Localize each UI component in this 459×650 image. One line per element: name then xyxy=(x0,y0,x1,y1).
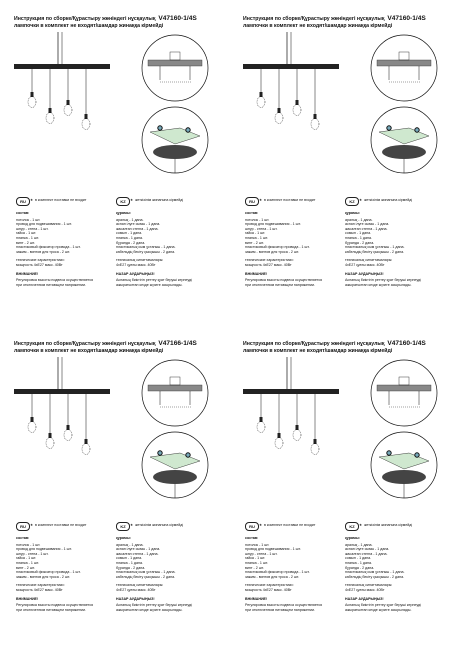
list-item: при отключенном питающем напряжении. xyxy=(245,282,316,287)
contents-list xyxy=(16,543,118,580)
lamp-drawing xyxy=(243,357,339,455)
specs-heading: технические характеристики: xyxy=(16,583,65,588)
list-item: потолок - 1 шт. xyxy=(16,542,41,547)
title-text: Инструкция по сборке/Құрастыру жөніндегі нұсқаулық xyxy=(14,341,156,347)
sheet-title xyxy=(14,341,224,347)
contents-ru xyxy=(16,536,118,612)
model-number: V47160-1/4S xyxy=(387,340,426,347)
instruction-sheet xyxy=(229,0,458,325)
list-item: жасалған стенга - 1 дана. xyxy=(345,551,388,556)
legend-row xyxy=(245,522,450,530)
contents-heading: состав: xyxy=(16,211,30,215)
specs-heading: техникалық сипаттамалары: xyxy=(116,258,164,263)
specs-value: 4xE27 қуаты макс. 40Вт xyxy=(345,587,385,592)
star-icon: ★ xyxy=(359,523,363,527)
contents-heading: құрамы: xyxy=(116,536,131,540)
list-item: кабельдің бекіту қысқышы - 2 дана. xyxy=(116,249,176,254)
specs-value: мощность 4xE27 макс. 40Вт xyxy=(16,587,63,592)
list-item: бұранда - 2 дана. xyxy=(116,565,146,570)
instruction-sheet xyxy=(0,325,229,650)
specs-value: мощность 4xE27 макс. 40Вт xyxy=(245,587,292,592)
warning-heading: НАЗАР АУДАРЫҢЫЗ! xyxy=(116,596,155,601)
star-icon: ★ xyxy=(130,198,134,202)
contents-list xyxy=(345,543,447,580)
warning-text xyxy=(345,603,447,612)
specs-heading: технические характеристики: xyxy=(245,583,294,588)
kz-badge: KZ xyxy=(116,197,130,206)
list-item: жасалған стенга - 1 дана. xyxy=(116,226,159,231)
list-item: Аспаның биіктігін реттеу қуат беруші кернеуді xyxy=(345,278,422,283)
ru-badge: RU xyxy=(16,522,30,531)
star-icon: ★ xyxy=(130,523,134,527)
list-item: пластикалық сым ұстағыш - 1 дана. xyxy=(345,570,405,575)
ru-badge: RU xyxy=(16,197,30,206)
contents-heading: состав: xyxy=(16,536,30,540)
list-item: аралық - 1 дана. xyxy=(116,542,144,547)
detail-circle-bottom xyxy=(142,432,208,498)
specs-heading: техникалық сипаттамалары: xyxy=(345,258,393,263)
list-item: бұранда - 2 дана. xyxy=(345,240,375,245)
ru-badge: RU xyxy=(245,197,259,206)
list-item: ажыратылған кезде жүзеге асырылады. xyxy=(345,282,412,287)
warning-heading: ВНИМАНИЕ! xyxy=(245,271,268,276)
list-item: жасалған стенга - 1 дана. xyxy=(345,226,388,231)
list-item: планка - 1 дана. xyxy=(345,235,372,240)
list-item: аралық - 1 дана. xyxy=(116,217,144,222)
list-item: сомын - 1 дана. xyxy=(345,556,372,561)
warning-text xyxy=(116,278,218,287)
list-item: аспап ілуге сымы - 1 дана. xyxy=(116,547,161,552)
lamp-drawing xyxy=(14,357,110,455)
list-item: планка - 1 шт. xyxy=(16,560,39,565)
list-item: кабельдің бекіту қысқышы - 2 дана. xyxy=(345,249,405,254)
contents-kz xyxy=(345,536,447,612)
specs-heading: технические характеристики: xyxy=(245,258,294,263)
model-number: V47160-1/4S xyxy=(387,15,426,22)
list-item: жасалған стенга - 1 дана. xyxy=(116,551,159,556)
contents-list xyxy=(345,218,447,255)
warning-text xyxy=(16,603,118,612)
contents-ru xyxy=(245,536,347,612)
contents-heading: құрамы: xyxy=(345,536,360,540)
list-item: Аспаның биіктігін реттеу қуат беруші кернеуді xyxy=(116,278,193,283)
warning-heading: ВНИМАНИЕ! xyxy=(16,596,39,601)
title-text: Инструкция по сборке/Құрастыру жөніндегі нұсқаулық xyxy=(243,341,385,347)
sheet-title xyxy=(243,341,453,347)
kz-legend-text: жеткізілім жинағына кірмейді xyxy=(364,523,413,527)
list-item: планка - 1 дана. xyxy=(345,560,372,565)
list-item: пластикалық сым ұстағыш - 1 дана. xyxy=(116,245,176,250)
warning-text xyxy=(345,278,447,287)
list-item: сомын - 1 дана. xyxy=(345,231,372,236)
specs-heading: техникалық сипаттамалары: xyxy=(345,583,393,588)
list-item: аспап ілуге сымы - 1 дана. xyxy=(116,222,161,227)
list-item: сомын - 1 дана. xyxy=(116,231,143,236)
list-item: зажим - винтов для троса - 2 шт. xyxy=(245,249,300,254)
assembly-illustration xyxy=(239,355,454,505)
legend-row xyxy=(16,522,221,530)
kz-badge: KZ xyxy=(345,197,359,206)
warning-heading: НАЗАР АУДАРЫҢЫЗ! xyxy=(116,271,155,276)
instruction-sheet xyxy=(0,0,229,325)
list-item: сомын - 1 дана. xyxy=(116,556,143,561)
list-item: пластикалық сым ұстағыш - 1 дана. xyxy=(345,245,405,250)
list-item: Регулировка высоты подвеса осуществляется xyxy=(16,278,94,283)
star-icon: ★ xyxy=(359,198,363,202)
list-item: планка - 1 шт. xyxy=(245,235,268,240)
warning-heading: НАЗАР АУДАРЫҢЫЗ! xyxy=(345,271,384,276)
assembly-illustration xyxy=(10,30,225,180)
contents-kz xyxy=(116,211,218,287)
list-item: винт - 2 шт. xyxy=(16,565,35,570)
list-item: потолок - 1 шт. xyxy=(245,542,270,547)
kz-legend-text: жеткізілім жинағына кірмейді xyxy=(364,198,413,202)
contents-list xyxy=(116,543,218,580)
list-item: провод для подвешивания - 1 шт. xyxy=(16,547,72,552)
specs-heading: техникалық сипаттамалары: xyxy=(116,583,164,588)
detail-circle-bottom xyxy=(142,107,208,173)
contents-kz xyxy=(345,211,447,287)
contents-ru xyxy=(16,211,118,287)
list-item: кабельдің бекіту қысқышы - 2 дана. xyxy=(345,574,405,579)
warning-text xyxy=(245,278,347,287)
detail-circle-bottom xyxy=(371,432,437,498)
contents-list xyxy=(245,218,347,255)
list-item: ажыратылған кезде жүзеге асырылады. xyxy=(345,607,412,612)
list-item: пластикалық сым ұстағыш - 1 дана. xyxy=(116,570,176,575)
contents-list xyxy=(116,218,218,255)
list-item: пластиковый фиксатор провода - 1 шт. xyxy=(16,570,81,575)
list-item: винт - 2 шт. xyxy=(245,565,264,570)
star-icon: ★ xyxy=(259,198,263,202)
list-item: Регулировка высоты подвеса осуществляется xyxy=(245,603,323,608)
list-item: шнур - стена - 1 шт. xyxy=(245,551,278,556)
list-item: гайка - 1 шт. xyxy=(245,231,266,236)
contents-ru xyxy=(245,211,347,287)
contents-heading: состав: xyxy=(245,536,259,540)
sheet-subtitle: лампочки в комплект не входят/шамдар жинаққа кірмейді xyxy=(243,348,393,354)
model-number: V47166-1/4S xyxy=(158,340,197,347)
sheet-subtitle: лампочки в комплект не входят/шамдар жинаққа кірмейді xyxy=(14,23,164,29)
star-icon: ★ xyxy=(30,198,34,202)
list-item: ажыратылған кезде жүзеге асырылады. xyxy=(116,607,183,612)
title-text: Инструкция по сборке/Құрастыру жөніндегі нұсқаулық xyxy=(243,16,385,22)
warning-heading: ВНИМАНИЕ! xyxy=(16,271,39,276)
instruction-sheet xyxy=(229,325,458,650)
list-item: пластиковый фиксатор провода - 1 шт. xyxy=(245,570,310,575)
sheet-title xyxy=(14,16,224,22)
list-item: бұранда - 2 дана. xyxy=(345,565,375,570)
ru-legend-text: в комплект поставки не входит xyxy=(35,198,87,202)
list-item: шнур - стена - 1 шт. xyxy=(245,226,278,231)
kz-legend-text: жеткізілім жинағына кірмейді xyxy=(135,198,184,202)
contents-heading: состав: xyxy=(245,211,259,215)
ru-legend-text: в комплект поставки не входит xyxy=(264,198,316,202)
legend-row xyxy=(16,197,221,205)
list-item: провод для подвешивания - 1 шт. xyxy=(245,222,301,227)
contents-heading: құрамы: xyxy=(345,211,360,215)
kz-badge: KZ xyxy=(116,522,130,531)
kz-legend-text: жеткізілім жинағына кірмейді xyxy=(135,523,184,527)
list-item: аспап ілуге сымы - 1 дана. xyxy=(345,222,390,227)
lamp-drawing xyxy=(14,32,110,130)
list-item: при отключенном питающем напряжении. xyxy=(16,282,87,287)
list-item: планка - 1 дана. xyxy=(116,560,143,565)
list-item: гайка - 1 шт. xyxy=(245,556,266,561)
detail-circle-top xyxy=(142,360,208,426)
title-text: Инструкция по сборке/Құрастыру жөніндегі нұсқаулық xyxy=(14,16,156,22)
star-icon: ★ xyxy=(259,523,263,527)
list-item: кабельдің бекіту қысқышы - 2 дана. xyxy=(116,574,176,579)
list-item: планка - 1 шт. xyxy=(245,560,268,565)
warning-text xyxy=(245,603,347,612)
list-item: при отключенном питающем напряжении. xyxy=(245,607,316,612)
star-icon: ★ xyxy=(30,523,34,527)
detail-circle-bottom xyxy=(371,107,437,173)
specs-value: 4xE27 қуаты макс. 40Вт xyxy=(116,262,156,267)
warning-text xyxy=(16,278,118,287)
specs-value: 4xE27 қуаты макс. 40Вт xyxy=(116,587,156,592)
list-item: Аспаның биіктігін реттеу қуат беруші кернеуді xyxy=(345,603,422,608)
ru-badge: RU xyxy=(245,522,259,531)
list-item: Аспаның биіктігін реттеу қуат беруші кернеуді xyxy=(116,603,193,608)
detail-circle-top xyxy=(371,35,437,101)
contents-kz xyxy=(116,536,218,612)
list-item: пластиковый фиксатор провода - 1 шт. xyxy=(245,245,310,250)
ru-legend-text: в комплект поставки не входит xyxy=(264,523,316,527)
list-item: гайка - 1 шт. xyxy=(16,556,37,561)
list-item: Регулировка высоты подвеса осуществляется xyxy=(16,603,94,608)
list-item: планка - 1 дана. xyxy=(116,235,143,240)
list-item: бұранда - 2 дана. xyxy=(116,240,146,245)
sheet-subtitle: лампочки в комплект не входят/шамдар жинаққа кірмейді xyxy=(14,348,164,354)
specs-value: мощность 4xE27 макс. 40Вт xyxy=(16,262,63,267)
kz-badge: KZ xyxy=(345,522,359,531)
assembly-illustration xyxy=(10,355,225,505)
legend-row xyxy=(245,197,450,205)
contents-heading: құрамы: xyxy=(116,211,131,215)
sheet-subtitle: лампочки в комплект не входят/шамдар жинаққа кірмейді xyxy=(243,23,393,29)
list-item: зажим - винтов для троса - 2 шт. xyxy=(245,574,300,579)
list-item: ажыратылған кезде жүзеге асырылады. xyxy=(116,282,183,287)
list-item: винт - 2 шт. xyxy=(245,240,264,245)
list-item: аспап ілуге сымы - 1 дана. xyxy=(345,547,390,552)
specs-value: 4xE27 қуаты макс. 40Вт xyxy=(345,262,385,267)
list-item: потолок - 1 шт. xyxy=(16,217,41,222)
specs-value: мощность 4xE27 макс. 40Вт xyxy=(245,262,292,267)
list-item: провод для подвешивания - 1 шт. xyxy=(245,547,301,552)
list-item: планка - 1 шт. xyxy=(16,235,39,240)
list-item: винт - 2 шт. xyxy=(16,240,35,245)
warning-heading: НАЗАР АУДАРЫҢЫЗ! xyxy=(345,596,384,601)
list-item: аралық - 1 дана. xyxy=(345,217,373,222)
assembly-illustration xyxy=(239,30,454,180)
ru-legend-text: в комплект поставки не входит xyxy=(35,523,87,527)
list-item: Регулировка высоты подвеса осуществляется xyxy=(245,278,323,283)
list-item: зажим - винтов для троса - 2 шт. xyxy=(16,574,71,579)
lamp-drawing xyxy=(243,32,339,130)
detail-circle-top xyxy=(142,35,208,101)
list-item: провод для подвешивания - 1 шт. xyxy=(16,222,72,227)
contents-list xyxy=(16,218,118,255)
warning-heading: ВНИМАНИЕ! xyxy=(245,596,268,601)
list-item: шнур - стена - 1 шт. xyxy=(16,226,49,231)
list-item: шнур - стена - 1 шт. xyxy=(16,551,49,556)
list-item: зажим - винтов для троса - 2 шт. xyxy=(16,249,71,254)
list-item: пластиковый фиксатор провода - 1 шт. xyxy=(16,245,81,250)
warning-text xyxy=(116,603,218,612)
list-item: потолок - 1 шт. xyxy=(245,217,270,222)
sheet-title xyxy=(243,16,453,22)
list-item: гайка - 1 шт. xyxy=(16,231,37,236)
specs-heading: технические характеристики: xyxy=(16,258,65,263)
list-item: при отключенном питающем напряжении. xyxy=(16,607,87,612)
list-item: аралық - 1 дана. xyxy=(345,542,373,547)
contents-list xyxy=(245,543,347,580)
detail-circle-top xyxy=(371,360,437,426)
model-number: V47160-1/4S xyxy=(158,15,197,22)
